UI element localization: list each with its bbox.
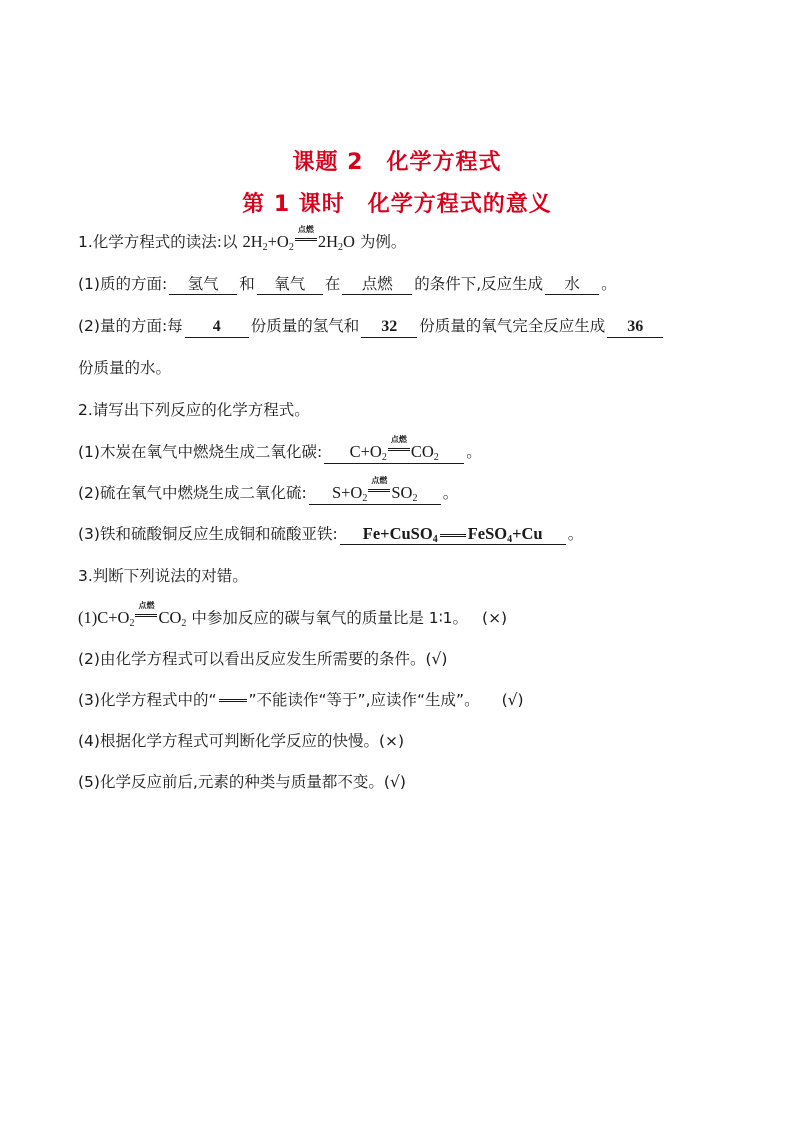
q3-intro: 3.判断下列说法的对错。 [78, 567, 248, 585]
judgement-mark: (×) [482, 609, 508, 627]
answer-blank[interactable]: 氧气 [257, 274, 323, 295]
answer-blank[interactable] [309, 476, 441, 505]
equals-bar [219, 699, 247, 702]
answer-blank[interactable]: 点燃 [342, 274, 412, 295]
lesson-title: 课题 2 化学方程式 [292, 150, 502, 175]
reaction-arrow: 点燃 [295, 233, 317, 247]
equation-answer: Fe+CuSO$_4$ FeSO$_4$+Cu [362, 524, 543, 545]
q1-intro-end: 为例。 [354, 233, 407, 251]
q1-intro [78, 225, 407, 253]
judgement-mark: (√) [425, 650, 448, 668]
q3-statement2: (2)由化学方程式可以看出反应发生所需要的条件。(√) [78, 650, 448, 668]
q3-statement5: (5)化学反应前后,元素的种类与质量都不变。(√) [78, 773, 406, 791]
q3-statement3: (3)化学方程式中的“ ”不能读作“等于”,应读作“生成”。 (√) [78, 691, 524, 709]
reaction-arrow: 点燃 [368, 484, 390, 498]
reaction-arrow: 点燃 [135, 609, 157, 623]
q1-intro-text: 1.化学方程式的读法:以 [78, 233, 243, 251]
q1-part2: (2)量的方面:每 4 份质量的氢气和 32 份质量的氧气完全反应生成 36 [78, 315, 665, 338]
answer-blank[interactable]: 氢气 [169, 274, 237, 295]
answer-blank[interactable]: 36 [607, 317, 663, 338]
answer-blank[interactable]: 4 [185, 317, 249, 338]
judgement-mark: (√) [383, 773, 406, 791]
judgement-mark: (×) [378, 732, 405, 750]
q1-part1: (1)质的方面: 氢气 和 氧气 在 点燃 的条件下,反应生成 水 。 [78, 275, 617, 293]
lesson-subtitle: 第 1 课时 化学方程式的意义 [242, 192, 552, 217]
q2-item1: (1)木炭在氧气中燃烧生成二氧化碳: $C+O_2$ 点燃 $CO_2$ 。 [78, 435, 482, 463]
answer-blank[interactable]: 水 [545, 274, 599, 295]
q2-item3: (3)铁和硫酸铜反应生成铜和硫酸亚铁: Fe+CuSO$_4$ FeSO$_4$+Cu 。 [78, 524, 584, 545]
reaction-arrow: 点燃 [388, 443, 410, 457]
answer-blank[interactable]: 32 [361, 317, 417, 338]
judgement-mark: (√) [501, 691, 524, 709]
q1-part2-cont: 份质量的水。 [78, 359, 172, 377]
equation-answer: $S+O_2$ 点燃 $SO_2$ [331, 476, 418, 504]
q2-intro: 2.请写出下列反应的化学方程式。 [78, 401, 310, 419]
answer-blank[interactable] [324, 435, 464, 464]
q3-statement4: (4)根据化学方程式可判断化学反应的快慢。(×) [78, 732, 405, 750]
q2-item2: (2)硫在氧气中燃烧生成二氧化硫: $S+O_2$ 点燃 $SO_2$ 。 [78, 476, 459, 504]
q3-statement1: $(1)C+O_2$ 点燃 $CO_2$ 中参加反应的碳与氧气的质量比是 1∶1。 (×) [78, 601, 508, 629]
answer-blank[interactable] [340, 524, 566, 545]
statement-equation: $(1)C+O_2$ 点燃 $CO_2$ [78, 601, 187, 629]
q1-equation: $2H_2+O_2$ 点燃 $2H_2O$ [242, 225, 355, 253]
equation-answer: $C+O_2$ 点燃 $CO_2$ [349, 435, 439, 463]
equals-bar [440, 534, 466, 537]
